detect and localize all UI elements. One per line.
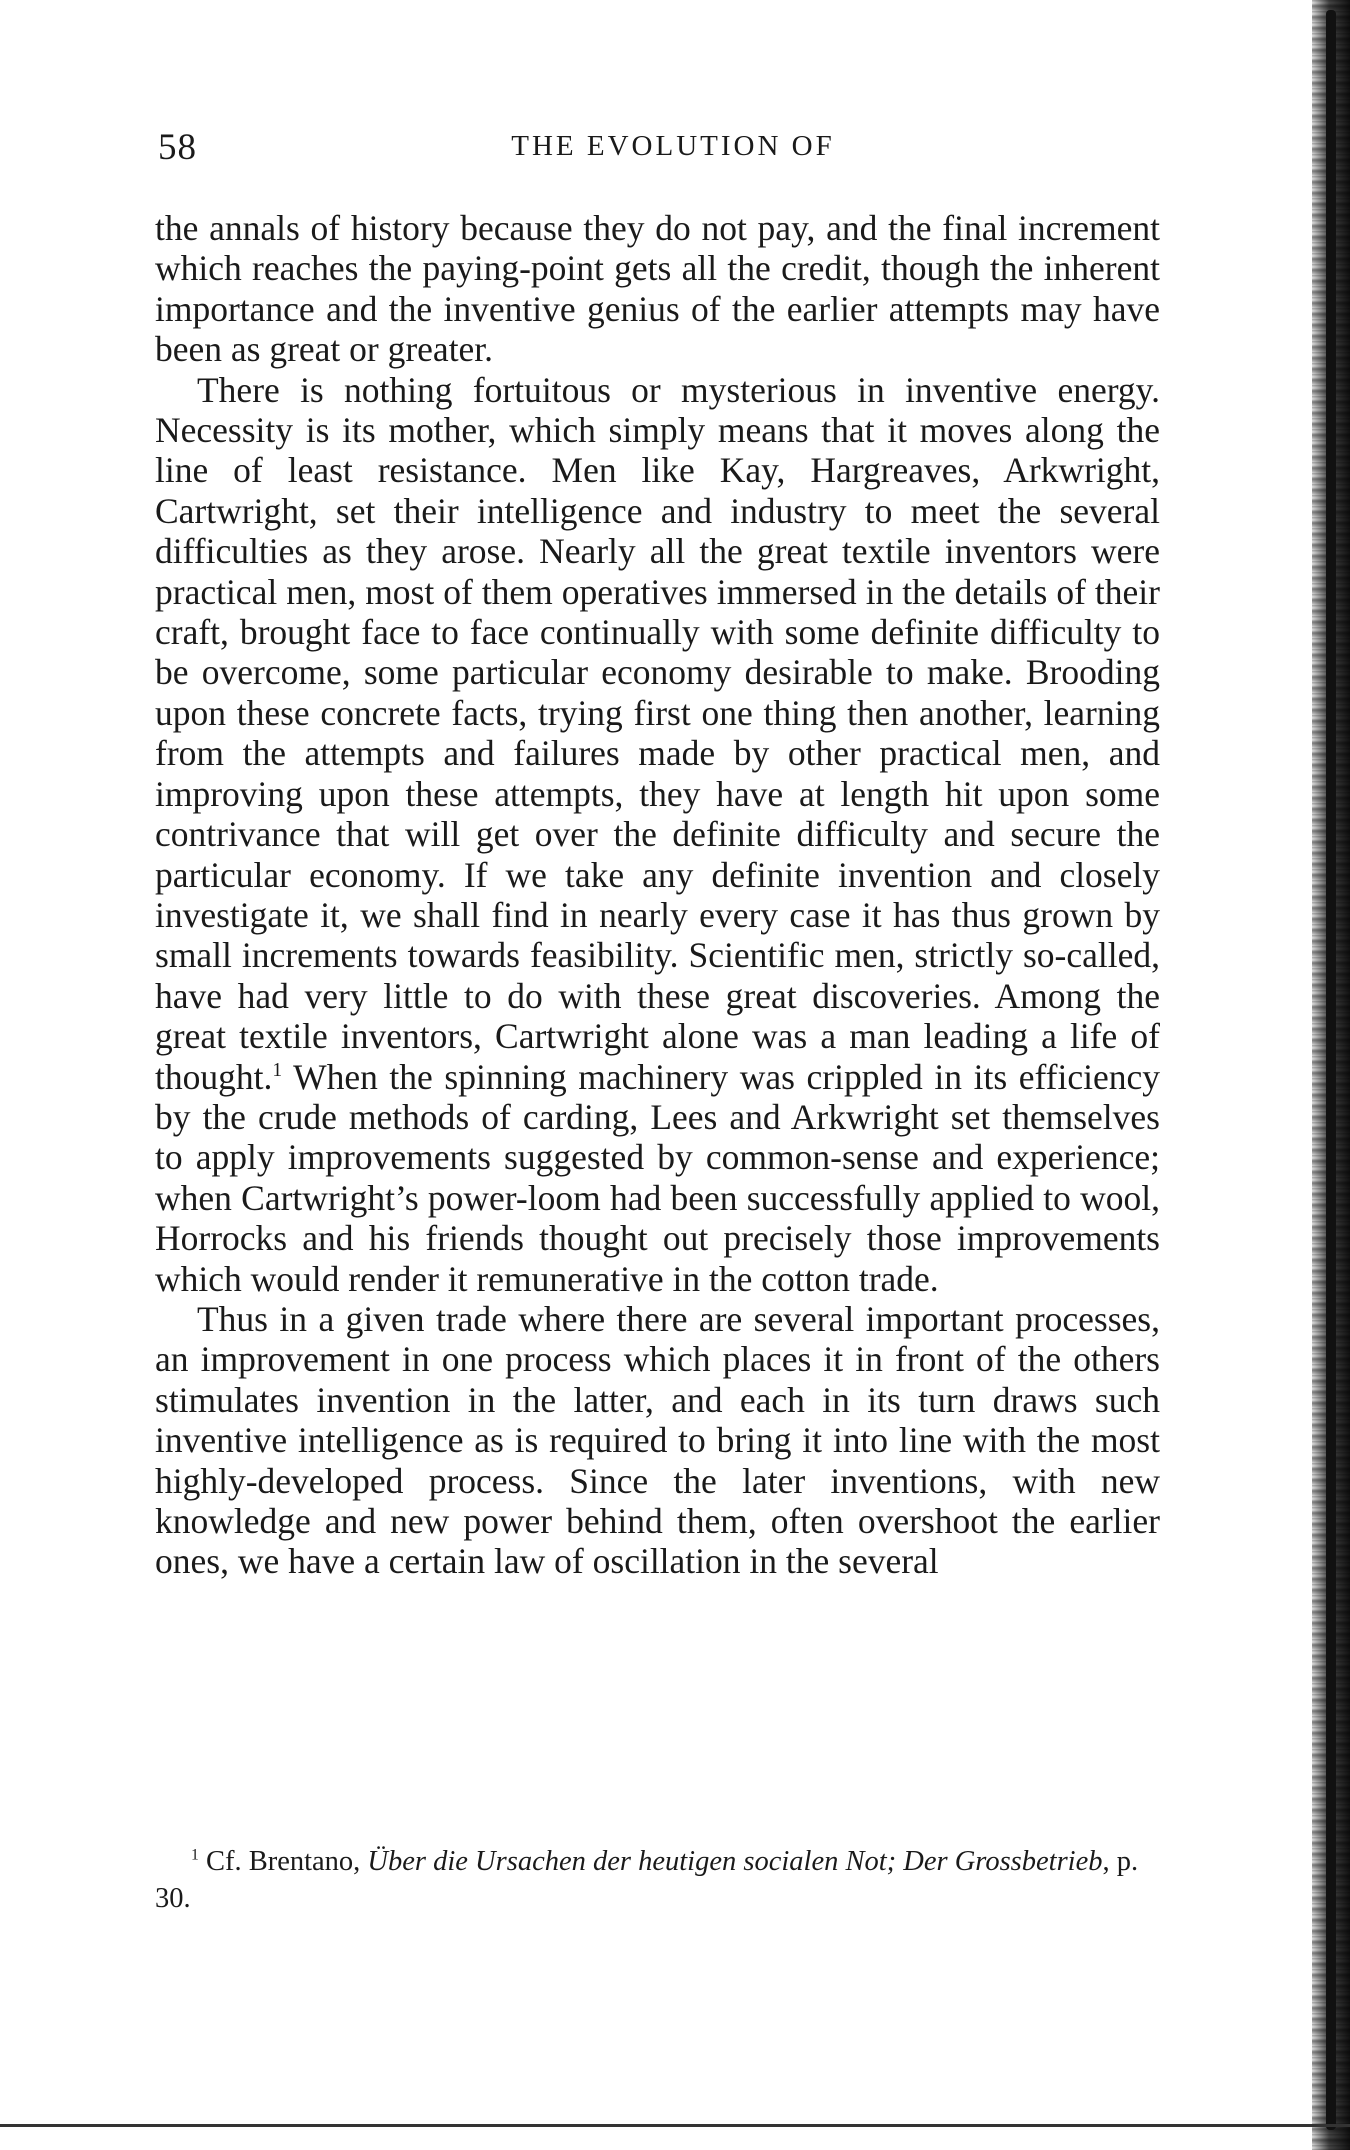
- page-number: 58: [158, 127, 197, 168]
- footnotes: [155, 1843, 1160, 1917]
- footnote: [155, 1843, 1160, 1917]
- binding-edge: [1326, 10, 1336, 2130]
- footnote-title-1: Über die Ursachen der heutigen socialen Not;: [367, 1846, 897, 1877]
- footnote-reference[interactable]: 1: [272, 1059, 283, 1081]
- running-title: THE EVOLUTION OF: [511, 130, 835, 162]
- footnote-suffix: , p. 30.: [155, 1846, 1139, 1914]
- paragraph-2-text-after-note: When the spinning machinery was crippled in its efficiency by the crude methods of carding, Lees and Arkwright set themselves to apply improvements suggested by common-sense and experience; when Cartwright’s power-loom had been successfully applied to wool, Horrocks and his friends thought out precisely those improvements which would render it remunerative in the cotton trade.: [155, 1056, 1160, 1299]
- paragraph-3: Thus in a given trade where there are several important processes, an improvement in one process which places it in front of the others stimulates invention in the latter, and each in its turn draws such inventive intelligence as is required to bring it into line with the most highly-developed process. Since the later inventions, with new knowledge and new power behind them, often overshoot the earlier ones, we have a certain law of oscillation in the several: [155, 1298, 1160, 1582]
- page-bottom-edge: [0, 2124, 1350, 2127]
- body-text: [155, 208, 1160, 1582]
- footnote-prefix: Cf. Brentano,: [198, 1846, 368, 1877]
- running-head: [158, 126, 1168, 174]
- footnote-marker: 1: [191, 1846, 199, 1864]
- footnote-title-2: Der Grossbetrieb: [903, 1846, 1103, 1877]
- paragraph-2-text-before-note: There is nothing fortuitous or mysterious in inventive energy. Necessity is its mother, which simply means that it moves along the line of least resistance. Men like Kay, Hargreaves, Arkwright, Cartwright, set their intelligence and industry to meet the several difficulties as they arose. Nearly all the great textile inventors were practical men, most of them operatives immersed in the details of their craft, brought face to face continually with some definite difficulty to be overcome, some particular economy desirable to make. Brooding upon these concrete facts, trying first one thing then another, learning from the attempts and failures made by other practical men, and improving upon these attempts, they have at length hit upon some contrivance that will get over the definite difficulty and secure the particular economy. If we take any definite invention and closely investigate it, we shall find in nearly every case it has thus grown by small increments towards feasibility. Scientific men, strictly so-called, have had very little to do with these great discoveries. Among the great textile inventors, Cartwright alone was a man leading a life of thought.: [155, 369, 1160, 1097]
- paragraph-1: the annals of history because they do not pay, and the final increment which reaches the paying-point gets all the credit, though the inherent importance and the inventive genius of the earlier attempts may have been as great or greater.: [155, 208, 1160, 370]
- paragraph-2: [155, 370, 1160, 1299]
